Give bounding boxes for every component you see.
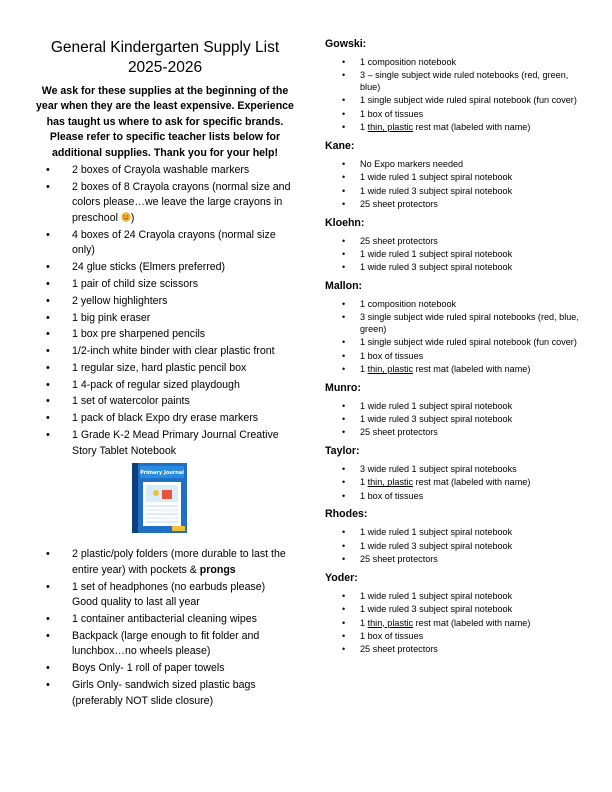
rest-mat-underlined: thin, plastic	[367, 364, 414, 375]
list-item: • 1 wide ruled 1 subject spiral notebook	[325, 249, 587, 261]
list-item: • 25 sheet protectors	[325, 427, 587, 439]
crayon-suffix: )	[130, 212, 135, 224]
list-item: • 1 wide ruled 3 subject spiral notebook	[325, 262, 587, 274]
list-item: • 4 boxes of 24 Crayola crayons (normal size only)	[36, 228, 294, 259]
title-line-2: 2025-2026	[127, 59, 203, 76]
rest-mat-suffix: rest mat (labeled with name)	[413, 617, 531, 628]
rest-mat-prefix: 1	[360, 477, 368, 488]
teacher-heading-kloehn: Kloehn:	[325, 216, 365, 229]
list-item: • 3 wide ruled 1 subject spiral notebooks	[325, 464, 587, 476]
teacher-heading-yoder: Yoder:	[325, 571, 358, 584]
teacher-list-mallon	[325, 299, 587, 376]
list-item: • Girls Only- sandwich sized plastic bags (preferably NOT slide closure)	[36, 678, 294, 709]
general-supply-column	[36, 38, 294, 710]
list-item: • 1 single subject wide ruled spiral notebook (fun cover)	[325, 95, 587, 107]
list-item: • 25 sheet protectors	[325, 199, 587, 211]
title-line-1: General Kindergarten Supply List	[50, 39, 280, 56]
notebook-image	[132, 463, 187, 533]
list-item: • 1 box pre sharpened pencils	[36, 327, 294, 343]
list-item	[36, 547, 294, 578]
list-item: • 2 boxes of Crayola washable markers	[36, 163, 294, 179]
list-item: • 2 yellow highlighters	[36, 294, 294, 310]
list-item: • 1 wide ruled 1 subject spiral notebook	[325, 527, 587, 539]
list-item: • 1 wide ruled 3 subject spiral notebook	[325, 604, 587, 616]
list-item	[325, 618, 587, 630]
rest-mat-underlined: thin, plastic	[367, 122, 414, 133]
list-item: • 3 – single subject wide ruled notebooks (red, green, blue)	[325, 70, 587, 93]
smiley-icon	[121, 212, 131, 222]
list-item	[325, 122, 587, 134]
list-item: • 1 wide ruled 3 subject spiral notebook	[325, 186, 587, 198]
list-item: • 1 box of tissues	[325, 631, 587, 643]
list-item: • Backpack (large enough to fit folder and lunchbox…no wheels please)	[36, 629, 294, 660]
list-item: • Boys Only- 1 roll of paper towels	[36, 661, 294, 677]
list-item-text: 2 boxes of 8 Crayola crayons (normal size and colors please…we leave the large crayons in preschool	[72, 180, 291, 224]
list-item	[325, 364, 587, 376]
teacher-list-kane	[325, 159, 587, 211]
list-item: • 1 single subject wide ruled spiral notebook (fun cover)	[325, 337, 587, 349]
list-item: • 24 glue sticks (Elmers preferred)	[36, 260, 294, 276]
list-item: • 1 big pink eraser	[36, 311, 294, 327]
list-item: • 1 pair of child size scissors	[36, 277, 294, 293]
list-item: • 1 wide ruled 1 subject spiral notebook	[325, 172, 587, 184]
list-item: • 25 sheet protectors	[325, 644, 587, 656]
list-item: • 1 pack of black Expo dry erase markers	[36, 411, 294, 427]
rest-mat-underlined: thin, plastic	[367, 477, 414, 488]
teacher-heading-mallon: Mallon:	[325, 279, 363, 292]
teacher-heading-rhodes: Rhodes:	[325, 508, 368, 521]
list-item	[325, 477, 587, 489]
page-title	[36, 38, 294, 78]
list-item: • 1 container antibacterial cleaning wipes	[36, 612, 294, 628]
prongs-emphasis: prongs	[199, 563, 236, 576]
list-item-text: 2 plastic/poly folders (more durable to last the entire year) with pockets &	[72, 548, 286, 576]
rest-mat-suffix: rest mat (labeled with name)	[413, 122, 531, 133]
teacher-heading-munro: Munro:	[325, 381, 361, 394]
list-item: • 25 sheet protectors	[325, 236, 587, 248]
list-item: • 25 sheet protectors	[325, 554, 587, 566]
list-item: • 1 composition notebook	[325, 57, 587, 69]
teacher-list-rhodes	[325, 527, 587, 565]
teacher-list-munro	[325, 401, 587, 439]
teacher-list-kloehn	[325, 236, 587, 274]
general-supply-list	[36, 163, 294, 459]
list-item: • 1 Grade K-2 Mead Primary Journal Creative Story Tablet Notebook	[36, 428, 294, 459]
list-item: • 1 wide ruled 1 subject spiral notebook	[325, 591, 587, 603]
teacher-list-gowski	[325, 57, 587, 134]
list-item: • 1 wide ruled 3 subject spiral notebook	[325, 414, 587, 426]
list-item: • 1 box of tissues	[325, 351, 587, 363]
teacher-heading-taylor: Taylor:	[325, 445, 360, 458]
list-item: • 1/2-inch white binder with clear plastic front	[36, 344, 294, 360]
teacher-list-yoder	[325, 591, 587, 656]
list-item: • 1 set of watercolor paints	[36, 394, 294, 410]
rest-mat-prefix: 1	[360, 122, 368, 133]
list-item: • 1 wide ruled 1 subject spiral notebook	[325, 401, 587, 413]
teacher-lists-column	[325, 38, 587, 662]
list-item: • 1 box of tissues	[325, 491, 587, 503]
general-supply-list-continued	[36, 547, 294, 709]
list-item: • No Expo markers needed	[325, 159, 587, 171]
rest-mat-prefix: 1	[360, 617, 368, 628]
list-item: • 1 composition notebook	[325, 299, 587, 311]
list-item: • 1 4-pack of regular sized playdough	[36, 378, 294, 394]
list-item: • 1 box of tissues	[325, 109, 587, 121]
teacher-heading-gowski: Gowski:	[325, 38, 367, 50]
list-item: • 3 single subject wide ruled spiral notebooks (red, blue, green)	[325, 312, 587, 335]
list-item	[36, 180, 294, 227]
rest-mat-suffix: rest mat (labeled with name)	[413, 477, 531, 488]
rest-mat-suffix: rest mat (labeled with name)	[413, 364, 531, 375]
rest-mat-prefix: 1	[360, 364, 368, 375]
list-item: • 1 regular size, hard plastic pencil box	[36, 361, 294, 377]
teacher-heading-kane: Kane:	[325, 139, 355, 152]
list-item: • 1 wide ruled 3 subject spiral notebook	[325, 541, 587, 553]
list-item: • 1 set of headphones (no earbuds please) Good quality to last all year	[36, 580, 294, 611]
intro-paragraph: We ask for these supplies at the beginning of the year when they are the least expensive. Experience has taught us where to ask for specific brands. Please refer to specific teacher lists below for additional supplies. Thank you for your help!	[36, 85, 294, 159]
teacher-list-taylor	[325, 464, 587, 502]
notebook-cover-text: Primary Journal	[140, 470, 184, 477]
rest-mat-underlined: thin, plastic	[367, 617, 414, 628]
